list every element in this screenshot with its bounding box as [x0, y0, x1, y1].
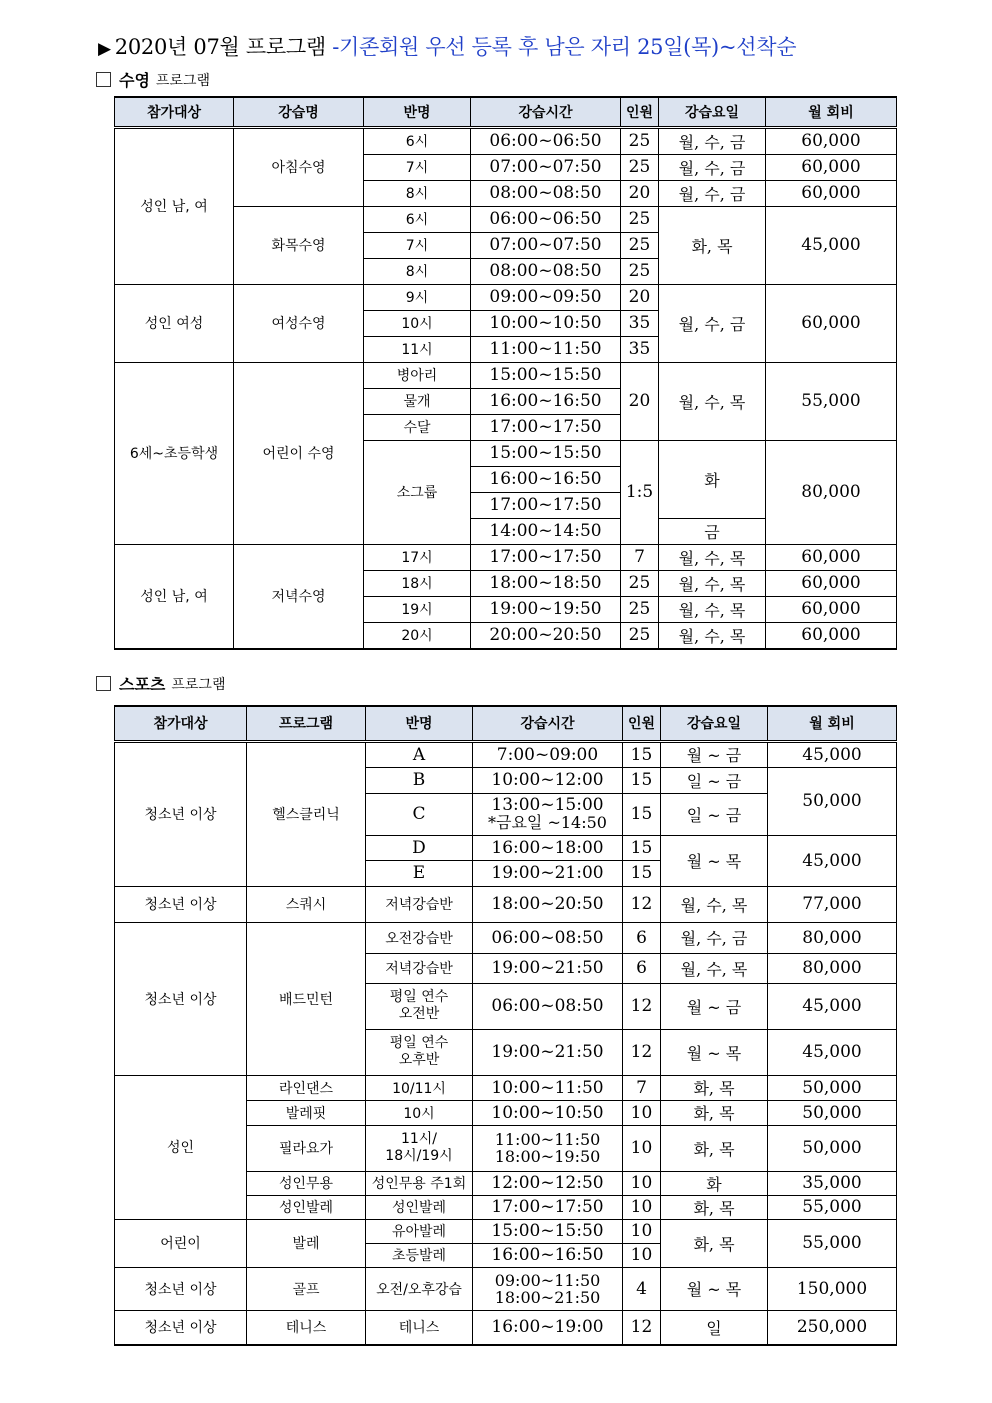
capacity-cell: 35: [621, 310, 659, 336]
days-cell: 일: [661, 1310, 768, 1345]
time-cell: 19:00~19:50: [471, 596, 621, 622]
fee-cell: 55,000: [766, 362, 897, 440]
target-cell: 청소년 이상: [115, 1267, 247, 1310]
class-cell: 소그룹: [364, 440, 471, 544]
days-cell: 일 ~ 금: [661, 793, 768, 835]
time-cell: 7:00~09:00: [473, 741, 623, 767]
days-cell: 월, 수, 목: [661, 953, 768, 983]
class-cell: 10시: [364, 310, 471, 336]
program-cell: 화목수영: [234, 206, 364, 284]
program-cell: 테니스: [247, 1310, 366, 1345]
time-cell: 16:00~19:00: [473, 1310, 623, 1345]
fee-cell: 45,000: [768, 983, 897, 1029]
class-line: 평일 연수: [389, 989, 449, 1005]
class-cell: 테니스: [366, 1310, 473, 1345]
fee-cell: 50,000: [768, 1100, 897, 1125]
days-cell: 화: [659, 440, 766, 518]
class-cell: 18시: [364, 570, 471, 596]
days-cell: 월, 수, 금: [659, 127, 766, 154]
target-cell: 6세~초등학생: [115, 362, 234, 544]
time-line: 13:00~15:00: [491, 795, 604, 815]
fee-cell: 77,000: [768, 886, 897, 922]
days-cell: 월 ~ 목: [661, 1267, 768, 1310]
table-row: [115, 1267, 897, 1310]
checkbox-square-icon: [96, 72, 111, 87]
fee-cell: 60,000: [766, 596, 897, 622]
time-line: 18:00~19:50: [494, 1147, 601, 1166]
fee-cell: 55,000: [768, 1219, 897, 1267]
class-cell: 8시: [364, 180, 471, 206]
capacity-cell: 20: [621, 284, 659, 310]
days-cell: 금: [659, 518, 766, 544]
target-cell: 청소년 이상: [115, 922, 247, 1075]
time-cell: 16:00~16:50: [471, 466, 621, 492]
table-row: [115, 284, 897, 310]
fee-cell: 80,000: [768, 953, 897, 983]
capacity-cell: 25: [621, 206, 659, 232]
days-cell: 월, 수, 목: [659, 596, 766, 622]
col-header: 인원: [621, 97, 659, 127]
class-cell: 8시: [364, 258, 471, 284]
time-cell: 16:00~16:50: [471, 388, 621, 414]
days-cell: 월, 수, 금: [659, 284, 766, 362]
capacity-cell: 20: [621, 180, 659, 206]
class-cell: 성인발레: [366, 1195, 473, 1219]
capacity-cell: 7: [623, 1075, 661, 1100]
fee-cell: 35,000: [768, 1171, 897, 1195]
class-line: 오후반: [398, 1052, 440, 1068]
time-cell: [473, 1125, 623, 1171]
fee-cell: 50,000: [768, 1125, 897, 1171]
class-cell: 저녁강습반: [366, 886, 473, 922]
arrow-icon: ▶: [98, 39, 111, 59]
program-cell: 여성수영: [234, 284, 364, 362]
class-cell: 병아리: [364, 362, 471, 388]
capacity-cell: 12: [623, 1029, 661, 1075]
time-cell: 19:00~21:50: [473, 953, 623, 983]
time-cell: 07:00~07:50: [471, 154, 621, 180]
class-cell: 10시: [366, 1100, 473, 1125]
capacity-cell: 7: [621, 544, 659, 570]
capacity-cell: 1:5: [621, 440, 659, 544]
target-cell: 성인 남, 여: [115, 544, 234, 649]
program-cell: 아침수영: [234, 127, 364, 206]
program-cell: 발레: [247, 1219, 366, 1267]
time-cell: 08:00~08:50: [471, 258, 621, 284]
capacity-cell: 15: [623, 835, 661, 860]
target-cell: 청소년 이상: [115, 1310, 247, 1345]
time-cell: [473, 1267, 623, 1310]
target-cell: 어린이: [115, 1219, 247, 1267]
capacity-cell: 10: [623, 1171, 661, 1195]
target-cell: 청소년 이상: [115, 886, 247, 922]
time-cell: 11:00~11:50: [471, 336, 621, 362]
sports-heading: 스포츠: [119, 675, 166, 694]
capacity-cell: 25: [621, 258, 659, 284]
fee-cell: 45,000: [768, 835, 897, 886]
capacity-cell: 15: [623, 860, 661, 886]
program-cell: 배드민턴: [247, 922, 366, 1075]
days-cell: 월, 수, 목: [659, 622, 766, 649]
time-cell: 20:00~20:50: [471, 622, 621, 649]
days-cell: 월 ~ 목: [661, 835, 768, 886]
time-cell: 12:00~12:50: [473, 1171, 623, 1195]
target-cell: 성인 남, 여: [115, 127, 234, 284]
days-cell: 월, 수, 목: [659, 544, 766, 570]
class-cell: [366, 983, 473, 1029]
days-cell: 월, 수, 목: [659, 570, 766, 596]
time-cell: 17:00~17:50: [471, 544, 621, 570]
fee-cell: 60,000: [766, 127, 897, 154]
time-cell: 19:00~21:00: [473, 860, 623, 886]
time-note: *금요일 ~14:50: [488, 813, 607, 832]
fee-cell: 50,000: [768, 1075, 897, 1100]
days-cell: 월, 수, 목: [661, 886, 768, 922]
col-header: 강습요일: [661, 706, 768, 741]
swim-section-heading: [96, 68, 210, 92]
program-cell: 라인댄스: [247, 1075, 366, 1100]
sports-section-heading: [96, 672, 225, 696]
title-main: 2020년 07월 프로그램: [114, 35, 326, 59]
target-cell: 청소년 이상: [115, 741, 247, 886]
table-header-row: [115, 97, 897, 127]
days-cell: 화, 목: [661, 1125, 768, 1171]
sports-program-table: [114, 705, 897, 1346]
class-cell: 11시: [364, 336, 471, 362]
class-cell: C: [366, 793, 473, 835]
fee-cell: 80,000: [766, 440, 897, 544]
fee-cell: 45,000: [766, 206, 897, 284]
days-cell: 월, 수, 금: [659, 180, 766, 206]
program-cell: 저녁수영: [234, 544, 364, 649]
col-header: 강습시간: [473, 706, 623, 741]
table-row: [115, 922, 897, 953]
class-cell: D: [366, 835, 473, 860]
time-cell: 15:00~15:50: [471, 440, 621, 466]
capacity-cell: 4: [623, 1267, 661, 1310]
time-cell: 19:00~21:50: [473, 1029, 623, 1075]
target-cell: 성인 여성: [115, 284, 234, 362]
time-cell: 17:00~17:50: [473, 1195, 623, 1219]
class-cell: 6시: [364, 127, 471, 154]
time-line: 18:00~21:50: [494, 1287, 601, 1307]
fee-cell: 60,000: [766, 284, 897, 362]
time-line: 09:00~11:50: [494, 1270, 601, 1290]
class-line: 오전반: [398, 1006, 440, 1022]
class-cell: E: [366, 860, 473, 886]
fee-cell: 80,000: [768, 922, 897, 953]
class-cell: 19시: [364, 596, 471, 622]
fee-cell: 60,000: [766, 154, 897, 180]
time-cell: 10:00~11:50: [473, 1075, 623, 1100]
time-cell: 09:00~09:50: [471, 284, 621, 310]
capacity-cell: 12: [623, 886, 661, 922]
col-header: 월 회비: [766, 97, 897, 127]
class-cell: 오전강습반: [366, 922, 473, 953]
days-cell: 월 ~ 목: [661, 1029, 768, 1075]
time-cell: 07:00~07:50: [471, 232, 621, 258]
days-cell: 화, 목: [661, 1219, 768, 1267]
program-cell: 골프: [247, 1267, 366, 1310]
capacity-cell: 20: [621, 362, 659, 440]
swim-heading: 수영: [119, 71, 150, 90]
checkbox-square-icon: [96, 676, 111, 691]
class-line: 18시/19시: [385, 1148, 453, 1164]
table-row: [115, 127, 897, 154]
class-cell: 7시: [364, 154, 471, 180]
class-line: 평일 연수: [389, 1035, 449, 1051]
fee-cell: 60,000: [766, 570, 897, 596]
class-cell: 17시: [364, 544, 471, 570]
col-header: 강습요일: [659, 97, 766, 127]
class-line: 11시/: [400, 1131, 438, 1147]
capacity-cell: 25: [621, 622, 659, 649]
table-row: [115, 544, 897, 570]
time-cell: 17:00~17:50: [471, 492, 621, 518]
capacity-cell: 15: [623, 793, 661, 835]
time-cell: 10:00~10:50: [473, 1100, 623, 1125]
target-cell: 성인: [115, 1075, 247, 1219]
fee-cell: 60,000: [766, 180, 897, 206]
days-cell: 화, 목: [661, 1195, 768, 1219]
days-cell: 월 ~ 금: [661, 741, 768, 767]
table-row: [115, 1310, 897, 1345]
time-cell: 10:00~12:00: [473, 767, 623, 793]
days-cell: 월, 수, 목: [659, 362, 766, 440]
class-cell: 9시: [364, 284, 471, 310]
fee-cell: 50,000: [768, 767, 897, 835]
fee-cell: 250,000: [768, 1310, 897, 1345]
col-header: 강습시간: [471, 97, 621, 127]
days-cell: 월, 수, 금: [661, 922, 768, 953]
capacity-cell: 10: [623, 1219, 661, 1243]
class-cell: 초등발레: [366, 1243, 473, 1267]
capacity-cell: 6: [623, 922, 661, 953]
table-row: [115, 1219, 897, 1243]
title-note: -기존회원 우선 등록 후 남은 자리 25일(목)~선착순: [325, 35, 797, 59]
time-cell: 06:00~06:50: [471, 127, 621, 154]
col-header: 참가대상: [115, 706, 247, 741]
fee-cell: 60,000: [766, 544, 897, 570]
time-cell: 14:00~14:50: [471, 518, 621, 544]
class-cell: 10/11시: [366, 1075, 473, 1100]
class-cell: [366, 1125, 473, 1171]
table-row: [115, 741, 897, 767]
col-header: 강습명: [234, 97, 364, 127]
capacity-cell: 15: [623, 741, 661, 767]
class-cell: 유아발레: [366, 1219, 473, 1243]
time-cell: 18:00~20:50: [473, 886, 623, 922]
program-cell: 성인발레: [247, 1195, 366, 1219]
page-title: [98, 30, 796, 64]
time-line: 11:00~11:50: [494, 1130, 601, 1149]
col-header: 월 회비: [768, 706, 897, 741]
capacity-cell: 12: [623, 1310, 661, 1345]
program-cell: 필라요가: [247, 1125, 366, 1171]
capacity-cell: 25: [621, 154, 659, 180]
col-header: 반명: [366, 706, 473, 741]
col-header: 프로그램: [247, 706, 366, 741]
time-cell: [473, 793, 623, 835]
capacity-cell: 10: [623, 1195, 661, 1219]
program-cell: 어린이 수영: [234, 362, 364, 544]
days-cell: 화, 목: [659, 206, 766, 284]
program-cell: 스쿼시: [247, 886, 366, 922]
table-row: [115, 886, 897, 922]
col-header: 참가대상: [115, 97, 234, 127]
fee-cell: 55,000: [768, 1195, 897, 1219]
time-cell: 10:00~10:50: [471, 310, 621, 336]
class-cell: A: [366, 741, 473, 767]
days-cell: 화, 목: [661, 1100, 768, 1125]
table-header-row: [115, 706, 897, 741]
days-cell: 일 ~ 금: [661, 767, 768, 793]
program-cell: 헬스클리닉: [247, 741, 366, 886]
capacity-cell: 25: [621, 232, 659, 258]
class-cell: 물개: [364, 388, 471, 414]
capacity-cell: 6: [623, 953, 661, 983]
class-cell: [366, 1029, 473, 1075]
fee-cell: 60,000: [766, 622, 897, 649]
col-header: 인원: [623, 706, 661, 741]
sports-heading-suffix: 프로그램: [171, 676, 226, 693]
time-cell: 06:00~06:50: [471, 206, 621, 232]
capacity-cell: 25: [621, 570, 659, 596]
class-cell: 6시: [364, 206, 471, 232]
col-header: 반명: [364, 97, 471, 127]
capacity-cell: 15: [623, 767, 661, 793]
capacity-cell: 12: [623, 983, 661, 1029]
capacity-cell: 10: [623, 1125, 661, 1171]
capacity-cell: 10: [623, 1100, 661, 1125]
class-cell: 성인무용 주1회: [366, 1171, 473, 1195]
program-cell: 발레핏: [247, 1100, 366, 1125]
capacity-cell: 25: [621, 596, 659, 622]
time-cell: 06:00~08:50: [473, 922, 623, 953]
days-cell: 화: [661, 1171, 768, 1195]
fee-cell: 150,000: [768, 1267, 897, 1310]
fee-cell: 45,000: [768, 741, 897, 767]
days-cell: 화, 목: [661, 1075, 768, 1100]
time-cell: 08:00~08:50: [471, 180, 621, 206]
time-cell: 16:00~18:00: [473, 835, 623, 860]
days-cell: 월, 수, 금: [659, 154, 766, 180]
time-cell: 16:00~16:50: [473, 1243, 623, 1267]
swim-heading-suffix: 프로그램: [155, 72, 211, 89]
table-row: [115, 362, 897, 388]
swim-program-table: [114, 96, 897, 650]
program-cell: 성인무용: [247, 1171, 366, 1195]
time-cell: 15:00~15:50: [471, 362, 621, 388]
class-cell: 오전/오후강습: [366, 1267, 473, 1310]
time-cell: 15:00~15:50: [473, 1219, 623, 1243]
time-cell: 17:00~17:50: [471, 414, 621, 440]
capacity-cell: 25: [621, 127, 659, 154]
days-cell: 월 ~ 금: [661, 983, 768, 1029]
time-cell: 06:00~08:50: [473, 983, 623, 1029]
class-cell: 수달: [364, 414, 471, 440]
capacity-cell: 35: [621, 336, 659, 362]
class-cell: 7시: [364, 232, 471, 258]
time-cell: 18:00~18:50: [471, 570, 621, 596]
fee-cell: 45,000: [768, 1029, 897, 1075]
capacity-cell: 10: [623, 1243, 661, 1267]
class-cell: 저녁강습반: [366, 953, 473, 983]
table-row: [115, 1075, 897, 1100]
class-cell: 20시: [364, 622, 471, 649]
class-cell: B: [366, 767, 473, 793]
